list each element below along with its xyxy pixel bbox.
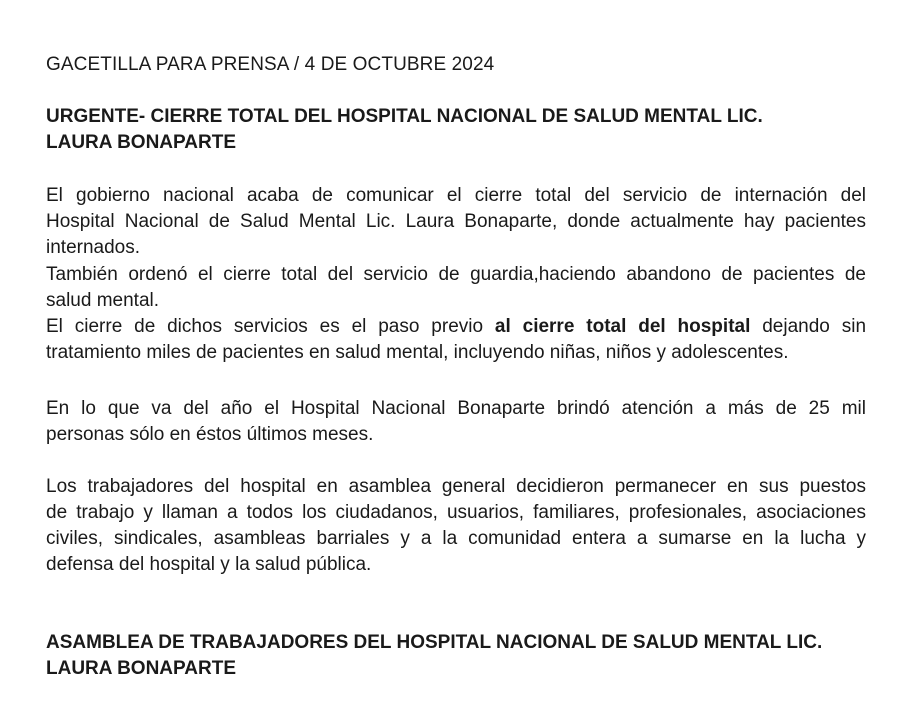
signature-line-2: LAURA BONAPARTE xyxy=(46,658,236,679)
paragraph-4-line-1: En lo que va del año el Hospital Nacional Bonaparte brindó atención a más de 25 mil xyxy=(46,398,866,419)
paragraph-3-bold-emphasis: al cierre total del hospital xyxy=(494,316,751,337)
title-line-1: URGENTE- CIERRE TOTAL DEL HOSPITAL NACIONAL DE SALUD MENTAL LIC. xyxy=(46,106,763,127)
press-release-date-line: GACETILLA PARA PRENSA / 4 DE OCTUBRE 2024 xyxy=(46,54,495,75)
paragraph-total-closure xyxy=(46,314,866,366)
paragraph-patients-attended xyxy=(46,396,866,448)
paragraph-2-line-1: También ordenó el cierre total del servicio de guardia,haciendo abandono de pacientes de xyxy=(46,264,866,285)
title-line-2: LAURA BONAPARTE xyxy=(46,132,236,153)
paragraph-3-text-before: El cierre de dichos servicios es el paso previo xyxy=(46,316,495,337)
title-heading xyxy=(46,104,866,156)
paragraph-5-line-1: Los trabajadores del hospital en asamblea general decidieron permanecer en sus puestos xyxy=(46,476,866,497)
paragraph-3-text-after: dejando sin xyxy=(750,316,867,337)
signature-line-1: ASAMBLEA DE TRABAJADORES DEL HOSPITAL NACIONAL DE SALUD MENTAL LIC. xyxy=(46,632,823,653)
paragraph-5-line-4: defensa del hospital y la salud pública. xyxy=(46,554,372,575)
paragraph-2-line-2: salud mental. xyxy=(46,290,160,311)
paragraph-1-line-2: Hospital Nacional de Salud Mental Lic. Laura Bonaparte, donde actualmente hay pacientes xyxy=(46,211,866,232)
paragraph-1-line-1: El gobierno nacional acaba de comunicar el cierre total del servicio de internación del xyxy=(46,185,866,206)
paragraph-closure-announcement xyxy=(46,183,866,261)
paragraph-5-line-3: civiles, sindicales, asambleas barriales y a la comunidad entera a sumarse en la lucha y xyxy=(46,528,866,549)
paragraph-5-line-2: de trabajo y llaman a todos los ciudadanos, usuarios, familiares, profesionales, asociaciones xyxy=(46,502,866,523)
paragraph-3-line-2: tratamiento miles de pacientes en salud mental, incluyendo niñas, niños y adolescentes. xyxy=(46,342,789,363)
paragraph-4-line-2: personas sólo en éstos últimos meses. xyxy=(46,424,374,445)
signature-heading xyxy=(46,630,866,682)
paragraph-1-line-3: internados. xyxy=(46,237,141,258)
paragraph-workers-call xyxy=(46,474,866,578)
paragraph-3-line-1 xyxy=(46,314,866,340)
paragraph-emergency-closure xyxy=(46,262,866,314)
